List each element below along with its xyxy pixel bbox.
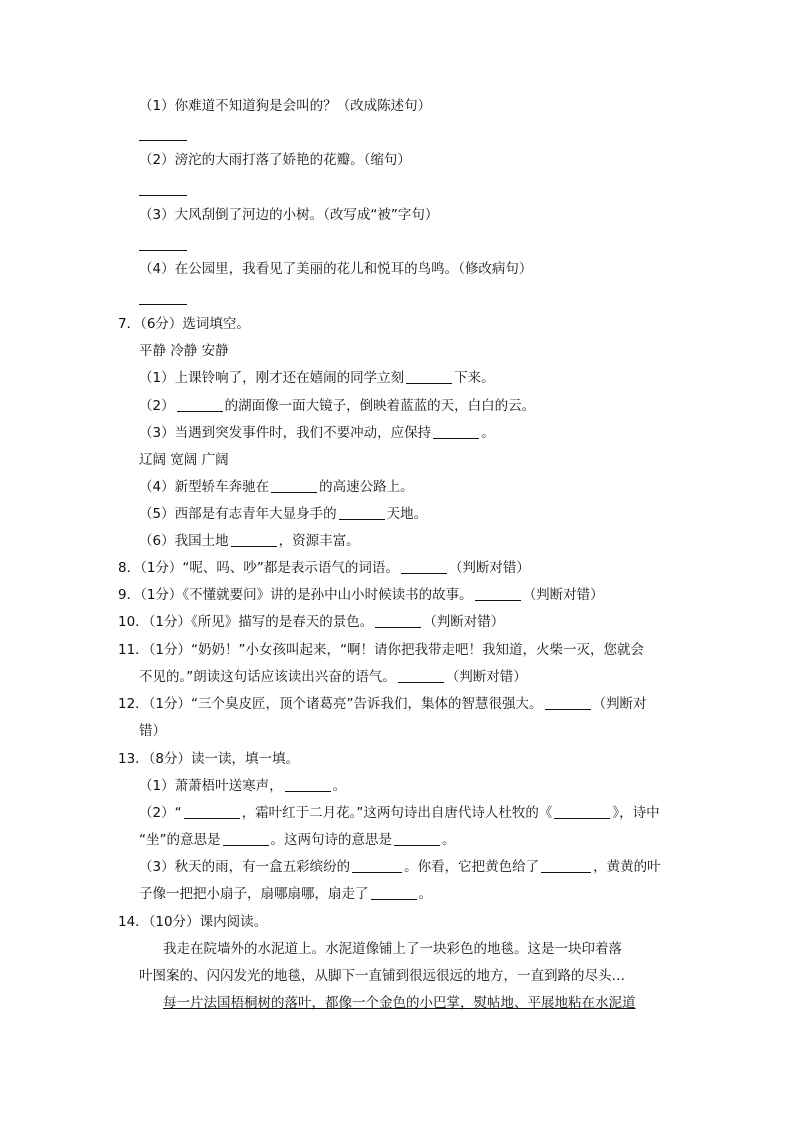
q13-sentence-2-line-2 (139, 830, 456, 850)
q13-sentence-3 (139, 857, 661, 877)
q7-s6-text-a: （6）我国土地 (139, 533, 229, 549)
q8 (118, 558, 530, 578)
q7-s1-blank[interactable] (406, 369, 452, 384)
q6-answer-line-2[interactable] (139, 195, 187, 196)
q7-sentence-3 (139, 423, 495, 443)
q11-text: 不见的。”朗读这句话应该读出兴奋的语气。 (139, 669, 396, 685)
q12-line-1 (118, 694, 647, 714)
q7-s3-text-b: 。 (481, 425, 495, 441)
q13-s2l2-text-c: 。 (442, 832, 456, 848)
q6-item-2: （2）滂沱的大雨打落了娇艳的花瓣。（缩句） (139, 152, 411, 168)
q9 (118, 585, 604, 605)
q13-s3-text-a: （3）秋天的雨，有一盒五彩缤纷的 (139, 859, 351, 875)
q13-s2-text-a: （2）“ (139, 805, 182, 821)
q7-s6-blank[interactable] (231, 532, 277, 547)
q7-s2-blank[interactable] (177, 397, 223, 412)
q7-word-group-2: 辽阔 宽阔 广阔 (139, 452, 229, 468)
q7-sentence-5 (139, 504, 427, 524)
q7-s2-text-a: （2） (139, 398, 175, 414)
q7-sentence-1 (139, 368, 495, 388)
q9-judge: （判断对错） (522, 587, 604, 603)
q10 (118, 612, 504, 632)
q7-s2-text-b: 的湖面像一面大镜子，倒映着蓝蓝的天，白白的云。 (224, 398, 536, 414)
q13-s2-text-c: 》，诗中 (612, 805, 660, 821)
q13-s3-blank-1[interactable] (352, 858, 402, 873)
q11-blank[interactable] (398, 668, 444, 683)
q7-s6-text-b: ，资源丰富。 (278, 533, 360, 549)
q13-sentence-2 (139, 803, 660, 823)
q9-blank[interactable] (475, 586, 521, 601)
q6-item-4: （4）在公园里，我看见了美丽的花儿和悦耳的鸟鸣。（修改病句） (139, 261, 533, 277)
q7-title: 7．（6分）选词填空。 (118, 316, 250, 332)
q8-judge: （判断对错） (448, 560, 530, 576)
q7-sentence-4 (139, 477, 414, 497)
q11-judge: （判断对错） (445, 669, 527, 685)
q13-s1-text-b: 。 (332, 778, 347, 794)
q13-s3l2-text-a: 子像一把把小扇子，扇哪扇哪，扇走了 (139, 886, 369, 902)
q7-sentence-2 (139, 396, 535, 416)
q13-s3-blank-3[interactable] (371, 885, 417, 900)
q12-judge: （判断对 (592, 696, 647, 712)
q7-s5-blank[interactable] (339, 505, 385, 520)
q14-passage-underlined-line: 每一片法国梧桐树的落叶，都像一个金色的小巴掌，熨帖地、平展地粘在水泥道 (163, 995, 636, 1011)
q12-line-2: 错） (139, 723, 166, 739)
q12-blank[interactable] (545, 695, 591, 710)
q14-title: 14．（10分）课内阅读。 (118, 914, 268, 930)
q6-answer-line-1[interactable] (139, 140, 187, 141)
q10-blank[interactable] (375, 613, 421, 628)
q6-item-1: （1）你难道不知道狗是会叫的？（改成陈述句） (139, 98, 432, 114)
q13-s2-blank-4[interactable] (394, 831, 440, 846)
q7-s4-text-a: （4）新型轿车奔驰在 (139, 479, 270, 495)
q13-s2-blank-3[interactable] (223, 831, 269, 846)
q13-s1-text-a: （1）萧萧梧叶送寒声， (139, 778, 283, 794)
q13-s3-blank-2[interactable] (541, 858, 591, 873)
q13-s2-blank-1[interactable] (184, 804, 240, 819)
q12-text: 12．（1分）“三个臭皮匠，顶个诸葛亮”告诉我们，集体的智慧很强大。 (118, 696, 543, 712)
q14-passage-line-1: 我走在院墙外的水泥道上。水泥道像铺上了一块彩色的地毯。这是一块印着落 (163, 941, 622, 957)
q13-s2-text-b: ，霜叶红于二月花。”这两句诗出自唐代诗人杜牧的《 (241, 805, 553, 821)
q7-s3-blank[interactable] (433, 424, 479, 439)
q7-s3-text-a: （3）当遇到突发事件时，我们不要冲动，应保持 (139, 425, 432, 441)
q13-s2-blank-2[interactable] (554, 804, 610, 819)
q13-title: 13．（8分）读一读，填一填。 (118, 751, 300, 767)
q9-text: 9．（1分）《不懂就要问》讲的是孙中山小时候读书的故事。 (118, 587, 473, 603)
q7-s1-text-b: 下来。 (454, 370, 495, 386)
q13-s3-text-c: ，黄黄的叶 (593, 859, 661, 875)
q13-s3-text-b: 。你看，它把黄色给了 (404, 859, 540, 875)
q13-sentence-3-line-2 (139, 884, 432, 904)
q13-sentence-1 (139, 776, 346, 796)
q7-s4-blank[interactable] (271, 478, 317, 493)
q6-answer-line-3[interactable] (139, 250, 187, 251)
q11-line-2 (139, 667, 527, 687)
q13-s2l2-text-b: 。这两句诗的意思是 (270, 832, 392, 848)
q13-s3l2-text-b: 。 (418, 886, 432, 902)
q6-answer-line-4[interactable] (139, 304, 187, 305)
q14-passage-line-2: 叶图案的、闪闪发光的地毯，从脚下一直铺到很远很远的地方，一直到路的尽头… (139, 968, 625, 984)
q6-item-3: （3）大风刮倒了河边的小树。（改写成“被”字句） (139, 207, 439, 223)
q7-sentence-6 (139, 531, 360, 551)
q8-text: 8．（1分）“呢、吗、吵”都是表示语气的词语。 (118, 560, 399, 576)
q7-s5-text-b: 天地。 (386, 506, 428, 522)
q7-s4-text-b: 的高速公路上。 (319, 479, 414, 495)
q10-text: 10．（1分）《所见》描写的是春天的景色。 (118, 614, 374, 630)
q7-s5-text-a: （5）西部是有志青年大显身手的 (139, 506, 337, 522)
q8-blank[interactable] (401, 559, 447, 574)
q10-judge: （判断对错） (423, 614, 505, 630)
q7-word-group-1: 平静 冷静 安静 (139, 343, 229, 359)
q13-s2l2-text-a: “坐”的意思是 (139, 832, 221, 848)
q11-line-1: 11．（1分）“奶奶！”小女孩叫起来，“啊！请你把我带走吧！我知道，火柴一灭，您就会 (118, 642, 644, 658)
q13-s1-blank[interactable] (285, 777, 331, 792)
q7-s1-text-a: （1）上课铃响了，刚才还在嬉闹的同学立刻 (139, 370, 405, 386)
